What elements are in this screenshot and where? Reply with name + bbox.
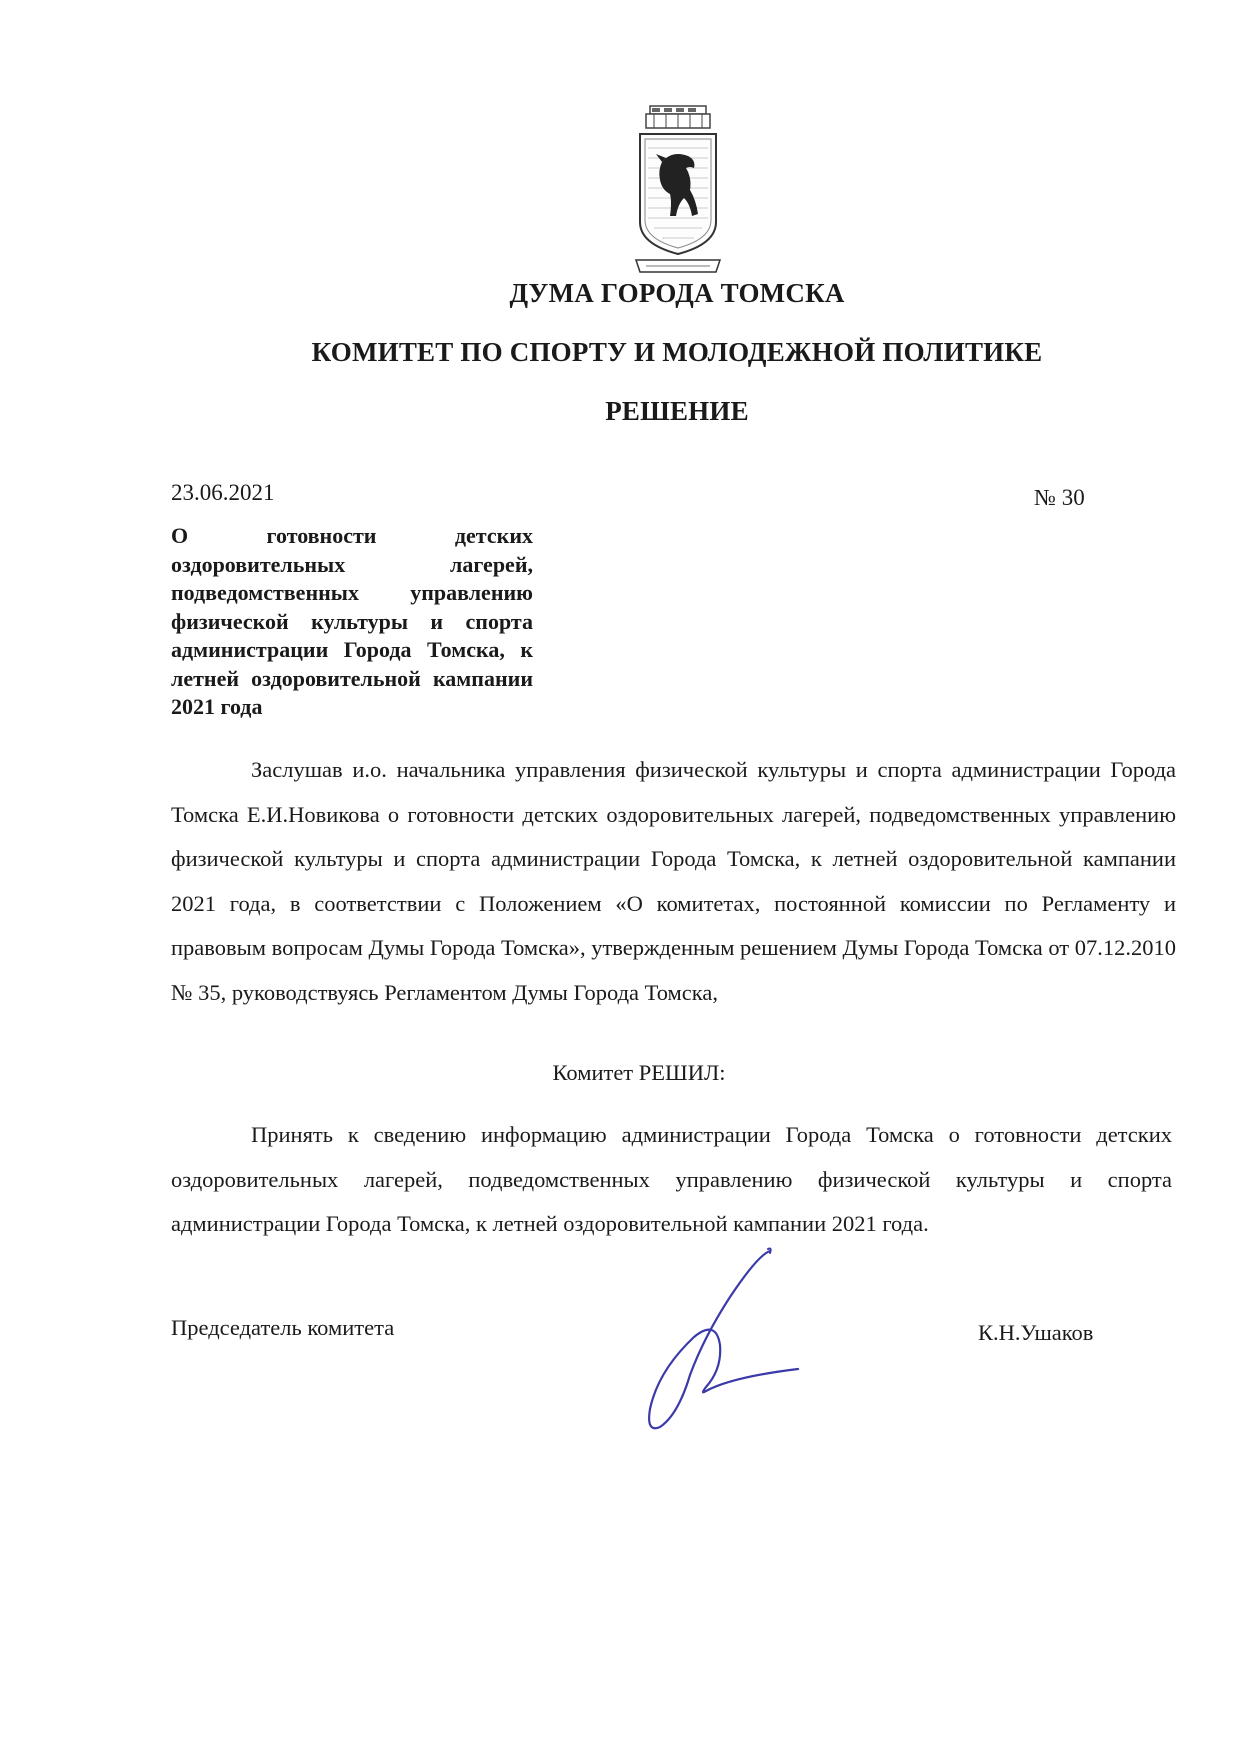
document-subject: О готовности детских оздоровительных лагерей, подведомственных управлению физической культуры и спорта администрации Города Томска, к летней оздоровительной кампании 2021 года	[171, 523, 533, 719]
committee-name: КОМИТЕТ ПО СПОРТУ И МОЛОДЕЖНОЙ ПОЛИТИКЕ	[311, 337, 1043, 367]
body-paragraph-1: Заслушав и.о. начальника управления физической культуры и спорта администрации Города Томска Е.И.Новикова о готовности детских оздоровительных лагерей, подведомственных управлению физической культуры и спорта администрации Города Томска, к летней оздоровительной кампании 2021 года, в соответствии с Положением «О комитетах, постоянной комиссии по Регламенту и правовым вопросам Думы Города Томска», утвержденным решением Думы Города Томска от 07.12.2010 № 35, руководствуясь Регламентом Думы Города Томска,	[171, 757, 1176, 1005]
signer-title: Председатель комитета	[171, 1315, 395, 1340]
body-paragraph-2: Принять к сведению информацию администрации Города Томска о готовности детских оздоровительных лагерей, подведомственных управлению физической культуры и спорта администрации Города Томска, к летней оздоровительной кампании 2021 года.	[171, 1122, 1172, 1236]
signer-name: К.Н.Ушаков	[978, 1320, 1094, 1345]
document-number: № 30	[1034, 485, 1085, 510]
document-date: 23.06.2021	[171, 480, 275, 505]
resolution-heading: Комитет РЕШИЛ:	[552, 1060, 726, 1085]
handwritten-signature	[620, 1245, 810, 1435]
organization-name: ДУМА ГОРОДА ТОМСКА	[509, 278, 845, 308]
document-type: РЕШЕНИЕ	[605, 396, 749, 426]
tomsk-coat-of-arms-icon	[632, 104, 724, 282]
